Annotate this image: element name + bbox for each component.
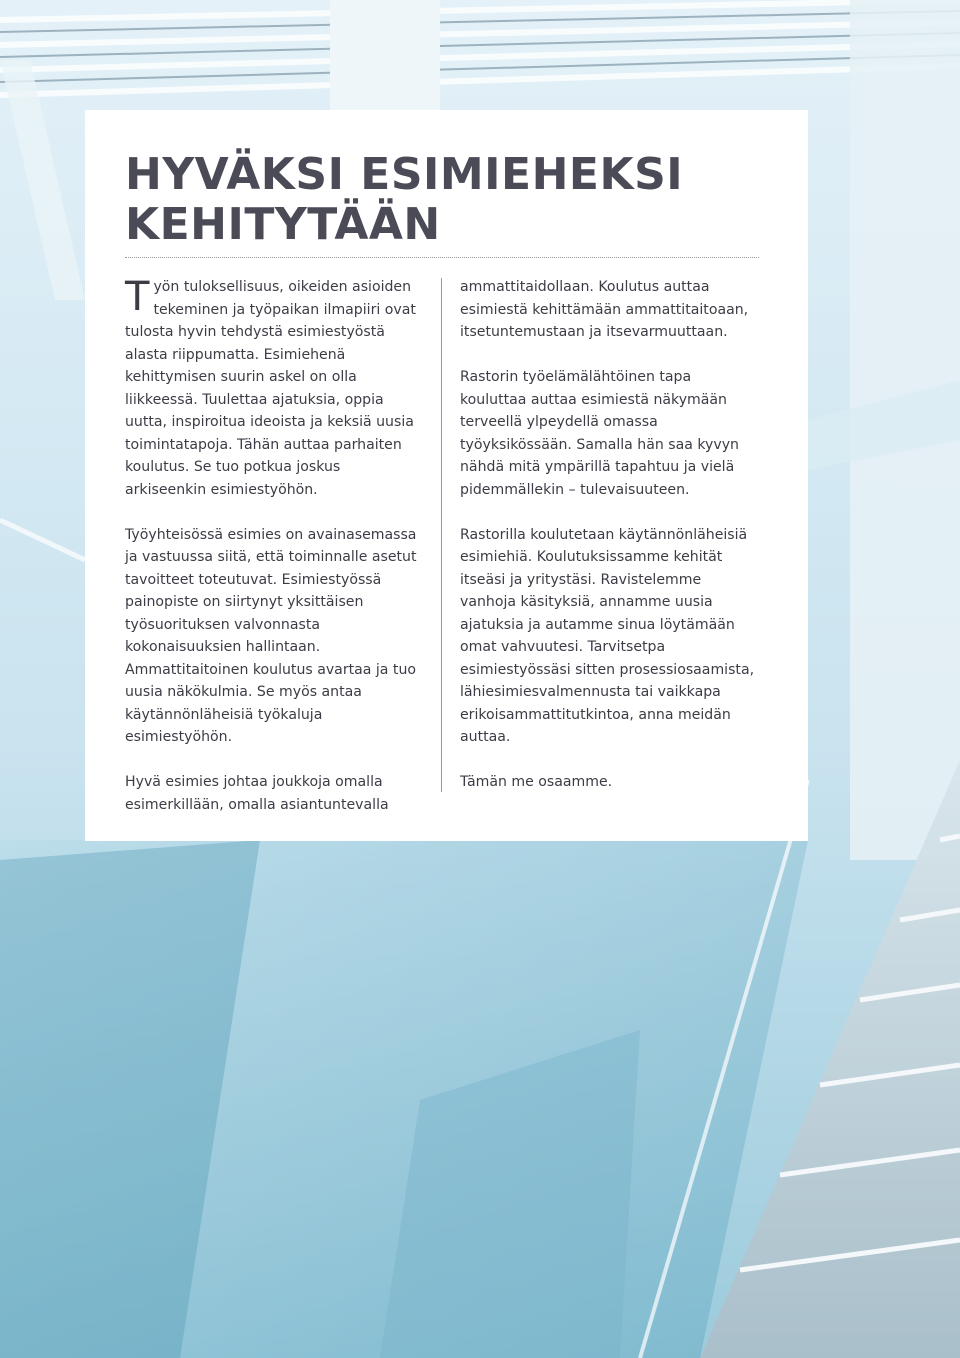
right-column: [460, 276, 760, 816]
paragraph: Rastorilla koulutetaan käytännönläheisiä esimiehiä. Koulutuksissamme kehität itseäsi ja yritystäsi. Ravistelemme vanhoja käsityksiä, annamme uusia ajatuksia ja autamme sinua löytämään omat vahvuutesi. Tarvitsetpa esimiestyössäsi sitten prosessiosaamista, lähiesimiesvalmennusta tai vaikkapa erikoisammattitutkintoa, anna meidän auttaa.: [460, 526, 755, 745]
article-card: [85, 110, 808, 841]
paragraph: ammattitaidollaan. Koulutus auttaa esimiestä kehittämään ammattitaitoaan, itsetuntemustaan ja itsevarmuuttaan.: [460, 279, 749, 340]
paragraph: Työyhteisössä esimies on avainasemassa ja vastuussa siitä, että toiminnalle asetut tavoitteet toteutuvat. Esimiestyössä painopiste on siirtynyt yksittäisen työsuorituksen valvonnasta kokonaisuuksien hallintaan. Ammattitaitoinen koulutus avartaa ja tuo uusia näkökulmia. Se myös antaa käytännönläheisiä työkaluja esimiestyöhön.: [125, 526, 417, 745]
title-line-2: KEHITYTÄÄN: [125, 199, 441, 250]
title-line-1: HYVÄKSI ESIMIEHEKSI: [125, 149, 684, 200]
paragraph: Työn tuloksellisuus, oikeiden asioiden tekeminen ja työpaikan ilmapiiri ovat tulosta hyvin tehdystä esimiestyöstä alasta riippumatta. Esimiehenä kehittymisen suurin askel on olla liikkeessä. Tuulettaa ajatuksia, oppia uutta, inspiroitua ideoista ja keksiä uusia toimintatapoja. Tähän auttaa parhaiten koulutus. Se tuo potkua joskus arkiseenkin esimiestyöhön.: [125, 274, 416, 498]
paragraph: Hyvä esimies johtaa joukkoja omalla esimerkillään, omalla asiantuntevalla: [125, 774, 389, 813]
paragraph: Tämän me osaamme.: [460, 774, 613, 790]
dotted-divider: [125, 257, 759, 258]
drop-cap: T: [125, 274, 150, 320]
paragraph: Rastorin työelämälähtöinen tapa kouluttaa auttaa esimiestä näkymään terveellä ylpeydellä omassa työyksikössään. Samalla hän saa kyvyn nähdä mitä ympärillä tapahtuu ja vielä pidemmällekin – tulevaisuuteen.: [460, 369, 739, 498]
page-title: [125, 150, 765, 250]
column-divider: [441, 278, 442, 792]
left-column: [125, 276, 425, 839]
